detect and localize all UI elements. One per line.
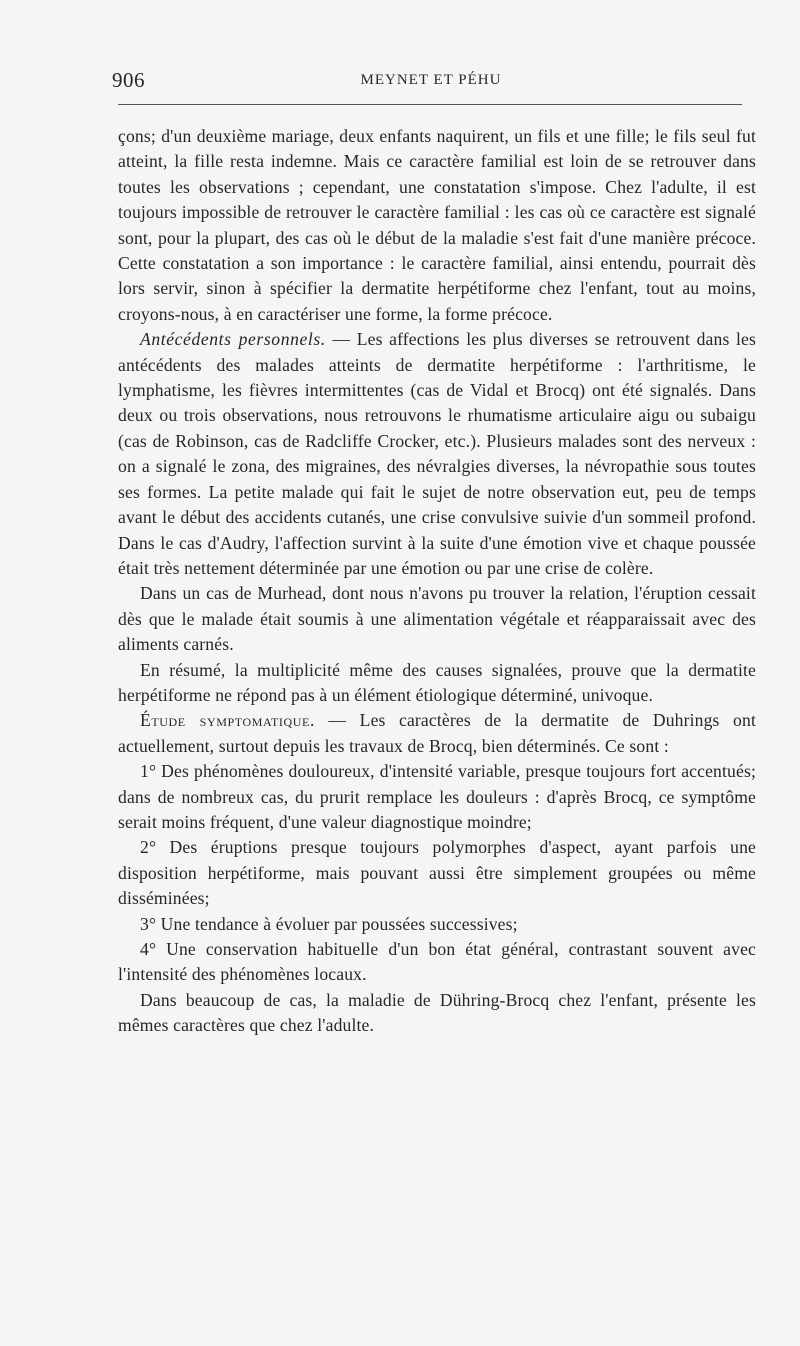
paragraph-text: 1° Des phénomènes douloureux, d'intensité variable, presque toujours fort accentués; dans de nombreux cas, du prurit remplace les douleurs : d'après Brocq, ce symptôme serait moins fréquent, d'une valeur diagnostique moindre; [118, 761, 756, 832]
section-lead-antecedents: Antécédents personnels. [140, 329, 326, 350]
running-title: MEYNET ET PÉHU [360, 72, 502, 88]
page-number: 906 [112, 68, 145, 92]
paragraph-murhead [118, 581, 756, 657]
paragraph-text: çons; d'un deuxième mariage, deux enfants naquirent, un fils et une fille; le fils seul fut atteint, la fille resta indemne. Mais ce caractère familial est loin de se retrouver dans toutes les observations ; cependant, une constatation s'impose. Chez l'adulte, il est toujours impossible de retrouver le caractère familial : les cas où ce caractère est signalé sont, pour la plupart, des cas où le début de la maladie s'est fait d'une manière précoce. Cette constatation a son importance : le caractère familial, ainsi entendu, pourrait dès lors servir, sinon à spécifier la dermatite herpétiforme chez l'enfant, tout au moins, croyons-nous, à en caractériser une forme, la forme précoce. [118, 126, 756, 324]
list-item-3 [118, 912, 756, 937]
paragraph-text: 3° Une tendance à évoluer par poussées successives; [140, 913, 518, 934]
list-item-2 [118, 835, 756, 911]
paragraph-text: 2° Des éruptions presque toujours polymorphes d'aspect, ayant parfois une disposition herpétiforme, mais pouvant aussi être simplement groupées ou même disséminées; [118, 837, 756, 909]
paragraph-resume [118, 658, 756, 709]
paragraph-enfant [118, 988, 756, 1039]
running-head [112, 68, 750, 96]
paragraph-text: 4° Une conservation habituelle d'un bon état général, contrastant souvent avec l'intensité des phénomènes locaux. [118, 939, 756, 985]
paragraph-text: — Les affections les plus diverses se retrouvent dans les antécédents des malades atteints de dermatite herpétiforme : l'arthritisme, le lymphatisme, les fièvres intermittentes (cas de Vidal et Brocq) ont été signalés. Dans deux ou trois observations, nous retrouvons le rhumatisme articulaire aigu ou subaigu (cas de Robinson, cas de Radcliffe Crocker, etc.). Plusieurs malades sont des nerveux : on a signalé le zona, des migraines, des névralgies diverses, la névropathie sous toutes ses formes. La petite malade qui fait le sujet de notre observation eut, peu de temps avant le début des accidents cutanés, une crise convulsive suivie d'un sommeil profond. Dans le cas d'Audry, l'affection survint à la suite d'une émotion vive et chaque poussée était très nettement déterminée par une émotion ou par une crise de colère. [118, 329, 756, 578]
section-lead-etude: Étude symptomatique. [140, 710, 315, 731]
paragraph-continuation [118, 124, 756, 327]
paragraph-antecedents [118, 327, 756, 581]
body-text [118, 124, 756, 1039]
paragraph-text: — Les caractères de la dermatite de Duhrings ont actuellement, surtout depuis les travaux de Brocq, bien déterminés. Ce sont : [118, 710, 756, 756]
paragraph-text: En résumé, la multiplicité même des causes signalées, prouve que la dermatite herpétiforme ne répond pas à un élément étiologique déterminé, univoque. [118, 659, 756, 705]
paragraph-text: Dans beaucoup de cas, la maladie de Dühring-Brocq chez l'enfant, présente les mêmes caractères que chez l'adulte. [118, 989, 756, 1036]
header-rule [118, 104, 742, 105]
paragraph-text: Dans un cas de Murhead, dont nous n'avons pu trouver la relation, l'éruption cessait dès que le malade était soumis à une alimentation végétale et réapparaissait avec des aliments carnés. [118, 583, 756, 655]
list-item-1 [118, 759, 756, 835]
paragraph-etude [118, 708, 756, 759]
list-item-4 [118, 937, 756, 988]
